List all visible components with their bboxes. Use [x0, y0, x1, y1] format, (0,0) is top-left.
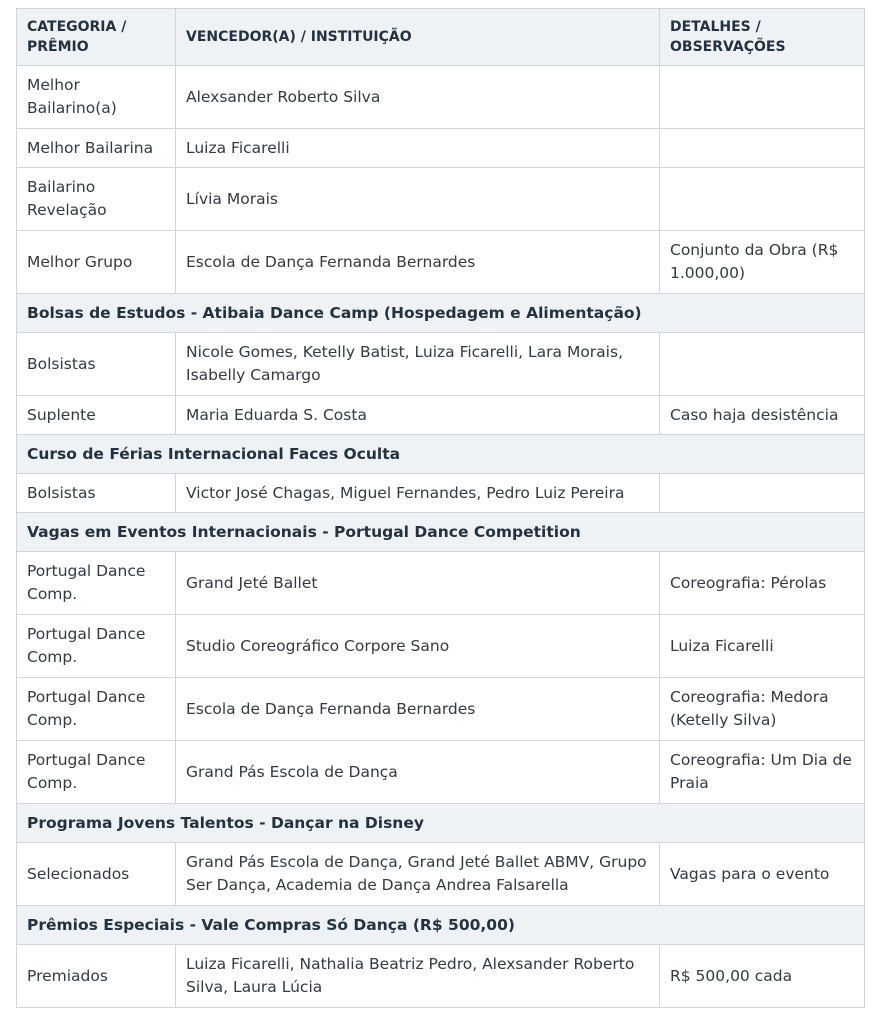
table-row: [17, 945, 865, 1008]
table-row: [17, 66, 865, 129]
table-row: [17, 129, 865, 168]
table-row: [17, 615, 865, 678]
winner-cell: Lívia Morais: [176, 168, 660, 231]
details-cell: Coreografia: Pérolas: [660, 552, 865, 615]
table-header: [17, 9, 865, 66]
winner-cell: Alexsander Roberto Silva: [176, 66, 660, 129]
category-cell: Melhor Grupo: [17, 231, 176, 294]
details-cell: Conjunto da Obra (R$ 1.000,00): [660, 231, 865, 294]
details-cell: Caso haja desistência: [660, 396, 865, 435]
table-row: [17, 396, 865, 435]
category-cell: Bailarino Revelação: [17, 168, 176, 231]
details-cell: Coreografia: Um Dia de Praia: [660, 741, 865, 804]
table-row: [17, 168, 865, 231]
header-category: CATEGORIA / PRÊMIO: [17, 9, 176, 66]
section-row: [17, 513, 865, 552]
table-body: [17, 66, 865, 1008]
section-title: Vagas em Eventos Internacionais - Portugal Dance Competition: [17, 513, 865, 552]
table-row: [17, 474, 865, 513]
category-cell: Suplente: [17, 396, 176, 435]
details-cell: Coreografia: Medora (Ketelly Silva): [660, 678, 865, 741]
section-title: Bolsas de Estudos - Atibaia Dance Camp (Hospedagem e Alimentação): [17, 294, 865, 333]
winner-cell: Nicole Gomes, Ketelly Batist, Luiza Ficarelli, Lara Morais, Isabelly Camargo: [176, 333, 660, 396]
category-cell: Portugal Dance Comp.: [17, 741, 176, 804]
table-row: [17, 552, 865, 615]
winner-cell: Grand Pás Escola de Dança, Grand Jeté Ballet ABMV, Grupo Ser Dança, Academia de Dança Andrea Falsarella: [176, 843, 660, 906]
winner-cell: Victor José Chagas, Miguel Fernandes, Pedro Luiz Pereira: [176, 474, 660, 513]
winner-cell: Escola de Dança Fernanda Bernardes: [176, 231, 660, 294]
header-row: [17, 9, 865, 66]
section-title: Curso de Férias Internacional Faces Oculta: [17, 435, 865, 474]
category-cell: Portugal Dance Comp.: [17, 552, 176, 615]
details-cell: [660, 66, 865, 129]
details-cell: [660, 333, 865, 396]
details-cell: [660, 168, 865, 231]
section-row: [17, 294, 865, 333]
table-row: [17, 843, 865, 906]
category-cell: Portugal Dance Comp.: [17, 678, 176, 741]
details-cell: [660, 129, 865, 168]
category-cell: Melhor Bailarina: [17, 129, 176, 168]
details-cell: R$ 500,00 cada: [660, 945, 865, 1008]
section-row: [17, 435, 865, 474]
table-row: [17, 231, 865, 294]
category-cell: Selecionados: [17, 843, 176, 906]
winner-cell: Grand Jeté Ballet: [176, 552, 660, 615]
header-details: DETALHES / OBSERVAÇÕES: [660, 9, 865, 66]
winner-cell: Luiza Ficarelli, Nathalia Beatriz Pedro, Alexsander Roberto Silva, Laura Lúcia: [176, 945, 660, 1008]
winner-cell: Grand Pás Escola de Dança: [176, 741, 660, 804]
winner-cell: Escola de Dança Fernanda Bernardes: [176, 678, 660, 741]
section-title: Prêmios Especiais - Vale Compras Só Dança (R$ 500,00): [17, 906, 865, 945]
awards-table: [16, 8, 865, 1008]
table-row: [17, 741, 865, 804]
awards-table-container: [16, 8, 865, 1008]
winner-cell: Luiza Ficarelli: [176, 129, 660, 168]
section-row: [17, 906, 865, 945]
winner-cell: Studio Coreográfico Corpore Sano: [176, 615, 660, 678]
category-cell: Bolsistas: [17, 474, 176, 513]
category-cell: Melhor Bailarino(a): [17, 66, 176, 129]
table-row: [17, 333, 865, 396]
category-cell: Bolsistas: [17, 333, 176, 396]
section-title: Programa Jovens Talentos - Dançar na Disney: [17, 804, 865, 843]
details-cell: Vagas para o evento: [660, 843, 865, 906]
category-cell: Portugal Dance Comp.: [17, 615, 176, 678]
section-row: [17, 804, 865, 843]
category-cell: Premiados: [17, 945, 176, 1008]
table-row: [17, 678, 865, 741]
details-cell: [660, 474, 865, 513]
header-winner: VENCEDOR(A) / INSTITUIÇÃO: [176, 9, 660, 66]
winner-cell: Maria Eduarda S. Costa: [176, 396, 660, 435]
details-cell: Luiza Ficarelli: [660, 615, 865, 678]
